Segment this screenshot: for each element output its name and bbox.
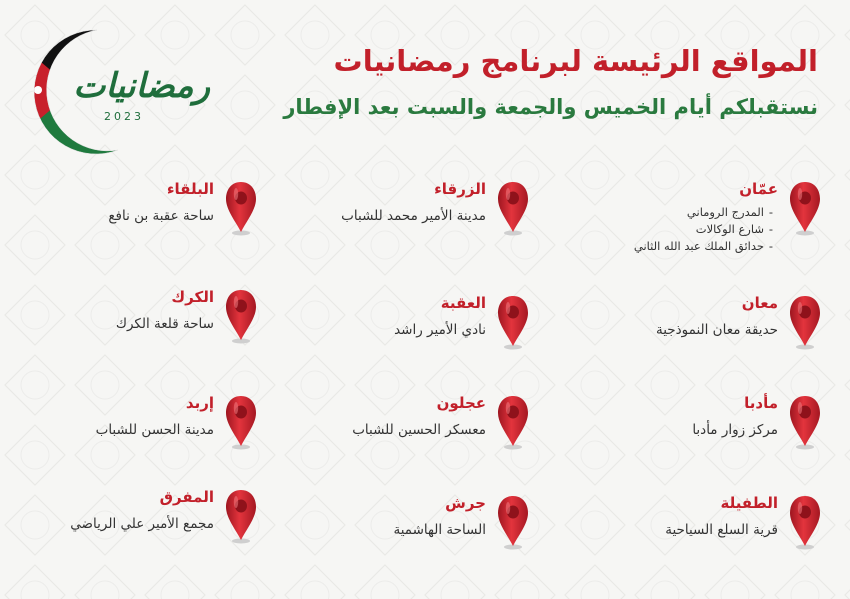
amman-places-list — [548, 204, 778, 255]
location-amman — [572, 180, 822, 270]
map-pin-icon — [496, 180, 530, 236]
location-name: الكرك — [171, 288, 214, 306]
map-pin-icon — [788, 394, 822, 450]
location-place: مدينة الأمير محمد للشباب — [341, 208, 486, 224]
location-jerash — [280, 494, 530, 584]
location-karak — [8, 288, 258, 378]
location-name: عجلون — [436, 394, 486, 412]
location-place: حديقة معان النموذجية — [656, 322, 778, 338]
list-item: - حدائق الملك عبد الله الثاني — [548, 238, 778, 255]
map-pin-icon — [224, 488, 258, 544]
location-place: ساحة قلعة الكرك — [115, 316, 214, 332]
location-place: مجمع الأمير علي الرياضي — [70, 516, 214, 532]
map-pin-icon — [496, 494, 530, 550]
location-place: معسكر الحسين للشباب — [352, 422, 486, 438]
location-irbid — [8, 394, 258, 484]
location-name: مأدبا — [744, 394, 778, 412]
map-pin-icon — [224, 180, 258, 236]
location-aqaba — [280, 294, 530, 384]
logo-year: 2023 — [104, 110, 144, 123]
map-pin-icon — [788, 180, 822, 236]
map-pin-icon — [788, 294, 822, 350]
location-place: قرية السلع السياحية — [665, 522, 778, 538]
location-place: نادي الأمير راشد — [394, 322, 486, 338]
location-maan — [572, 294, 822, 384]
location-mafraq — [8, 488, 258, 578]
logo-wordmark: رمضانيات — [73, 66, 210, 106]
location-name: إربد — [185, 394, 214, 412]
map-pin-icon — [496, 394, 530, 450]
map-pin-icon — [224, 394, 258, 450]
location-place: مدينة الحسن للشباب — [95, 422, 214, 438]
map-pin-icon — [224, 288, 258, 344]
list-item: - شارع الوكالات — [548, 221, 778, 238]
map-pin-icon — [788, 494, 822, 550]
location-name: البلقاء — [166, 180, 214, 198]
location-name: عمّان — [739, 180, 778, 198]
location-ajloun — [280, 394, 530, 484]
location-zarqa — [280, 180, 530, 270]
location-name: جرش — [445, 494, 486, 512]
location-place: الساحة الهاشمية — [393, 522, 486, 538]
location-name: المفرق — [159, 488, 214, 506]
location-name: الزرقاء — [434, 180, 486, 198]
location-name: العقبة — [440, 294, 486, 312]
list-item: - المدرج الروماني — [548, 204, 778, 221]
location-tafileh — [572, 494, 822, 584]
ramadaniyat-logo — [22, 26, 210, 156]
location-place: ساحة عقبة بن نافع — [108, 208, 214, 224]
location-name: معان — [741, 294, 778, 312]
location-madaba — [572, 394, 822, 484]
location-balqa — [8, 180, 258, 270]
map-pin-icon — [496, 294, 530, 350]
page-title: المواقع الرئيسة لبرنامج رمضانيات — [333, 44, 818, 78]
location-name: الطفيلة — [720, 494, 778, 512]
page-subtitle: نستقبلكم أيام الخميس والجمعة والسبت بعد الإفطار — [283, 95, 818, 119]
location-place: مركز زوار مأدبا — [692, 422, 778, 438]
